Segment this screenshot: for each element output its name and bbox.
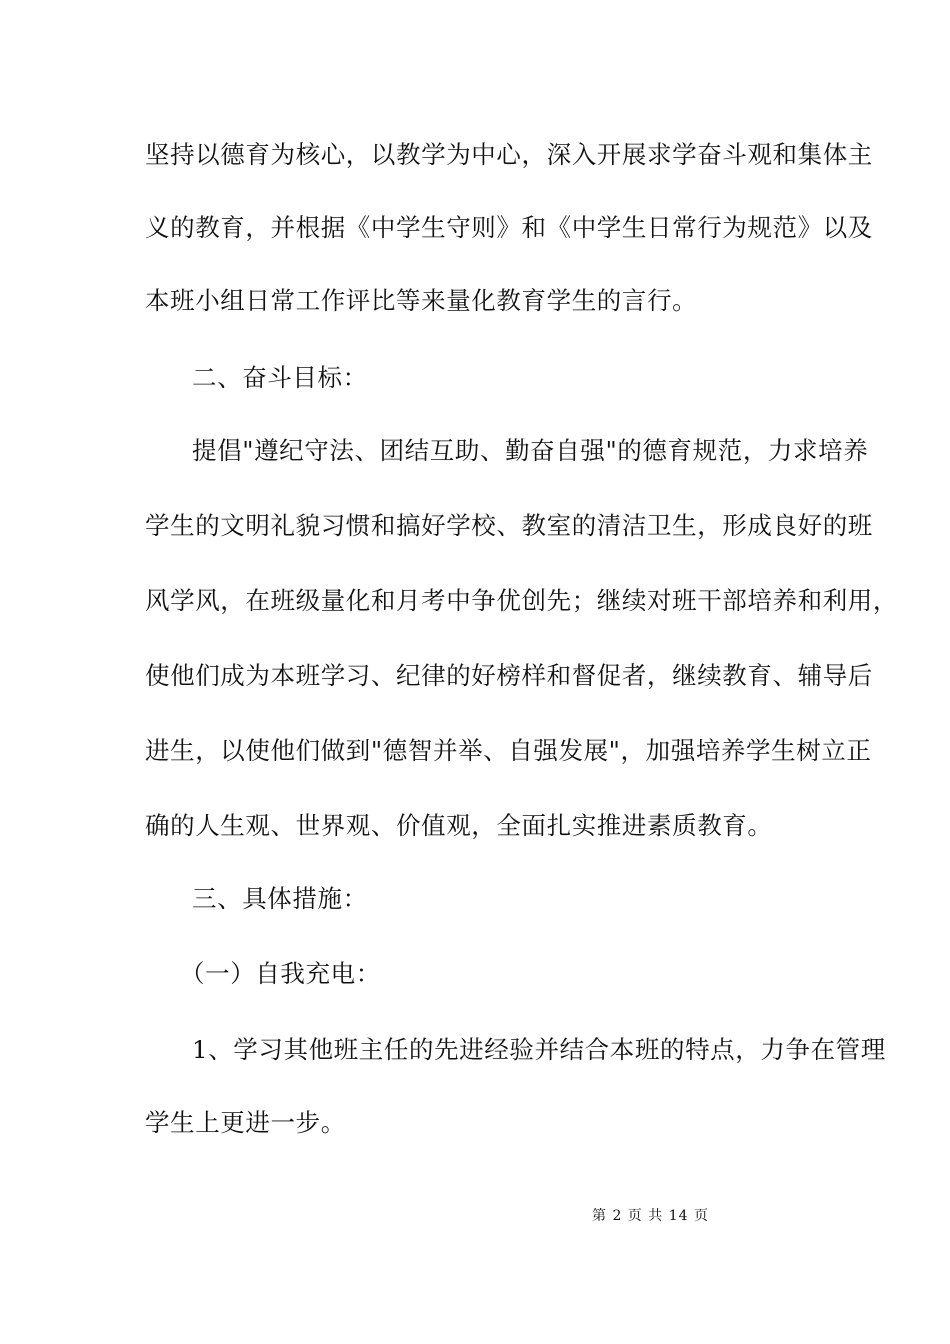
- text-line-14: 学生上更进一步。: [145, 1108, 346, 1137]
- section-heading-goals: 二、奋斗目标：: [192, 363, 368, 392]
- page-number-footer: 第 2 页 共 14 页: [592, 1208, 709, 1224]
- section-heading-measures: 三、具体措施：: [192, 884, 368, 913]
- text-line-9: 进生，以使他们做到"德智并举、自强发展"，加强培养学生树立正: [145, 736, 872, 765]
- text-line-6: 学生的文明礼貌习惯和搞好学校、教室的清洁卫生，形成良好的班: [145, 511, 873, 540]
- text-line-10: 确的人生观、世界观、价值观，全面扎实推进素质教育。: [145, 811, 773, 840]
- text-line-3: 本班小组日常工作评比等来量化教育学生的言行。: [145, 286, 698, 315]
- subsection-heading-self-improvement: （一）自我充电：: [180, 959, 381, 988]
- text-line-2: 义的教育，并根据《中学生守则》和《中学生日常行为规范》以及: [145, 213, 873, 242]
- text-line-7: 风学风，在班级量化和月考中争优创先；继续对班干部培养和利用，: [145, 586, 898, 615]
- text-line-8: 使他们成为本班学习、纪律的好榜样和督促者，继续教育、辅导后: [145, 661, 873, 690]
- text-line-5: 提倡"遵纪守法、团结互助、勤奋自强"的德育规范，力求培养: [192, 436, 869, 465]
- text-line-1: 坚持以德育为核心，以教学为中心，深入开展求学奋斗观和集体主: [145, 140, 873, 169]
- text-line-13: 1、学习其他班主任的先进经验并结合本班的特点，力争在管理: [192, 1035, 886, 1064]
